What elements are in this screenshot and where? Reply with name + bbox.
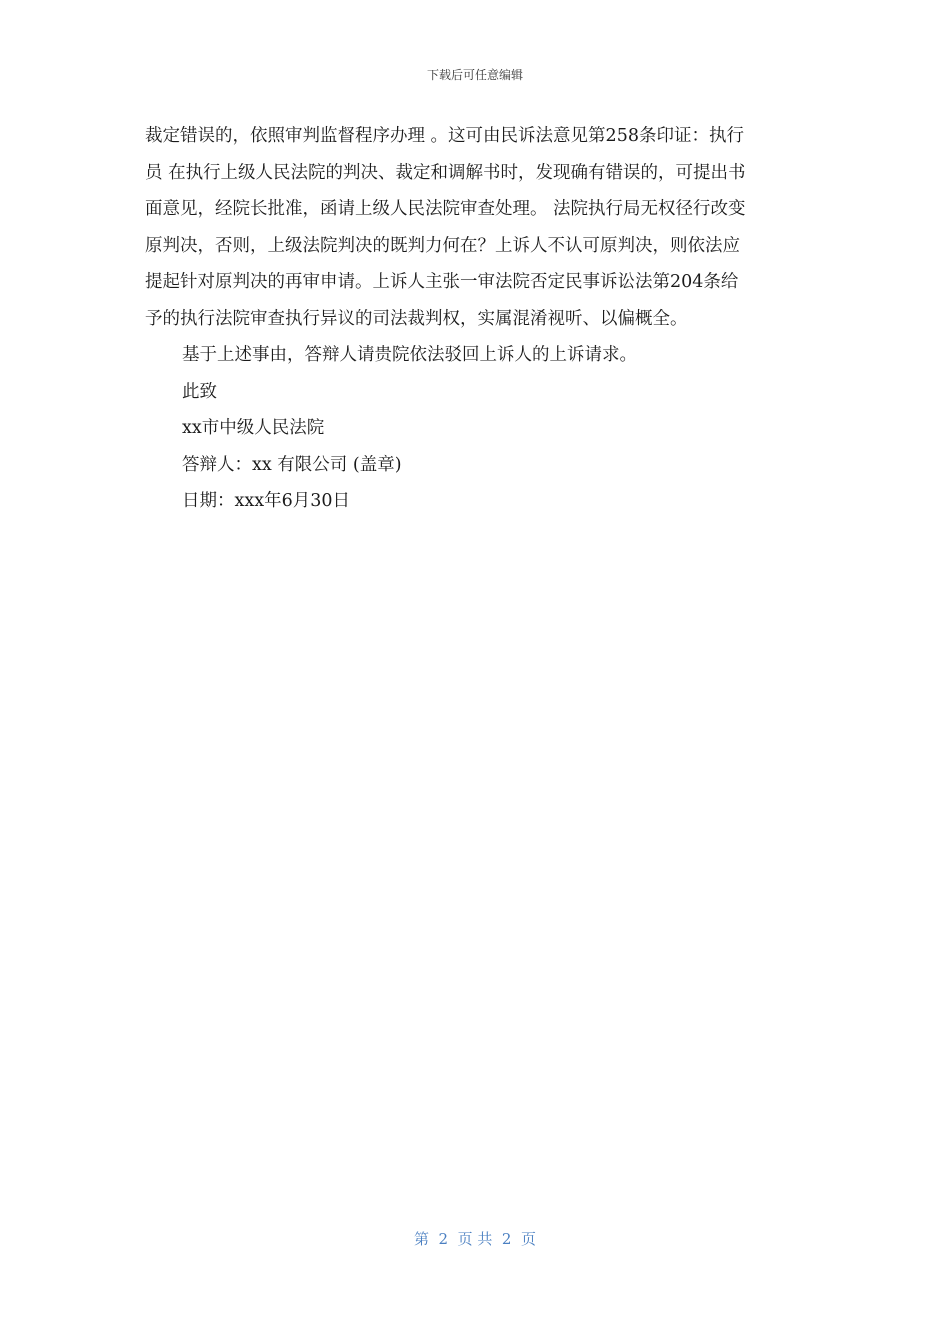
header-note: 下载后可任意编辑	[426, 68, 523, 82]
paragraph-line: 予的执行法院审查执行异议的司法裁判权，实属混淆视听、以偏概全。	[145, 308, 688, 329]
respondent-signature: 答辩人：xx 有限公司 (盖章)	[182, 454, 402, 475]
closing-section	[145, 337, 807, 520]
paragraph-line: 提起针对原判决的再审申请。上诉人主张一审法院否定民事诉讼法第204条给	[145, 272, 739, 292]
document-date: 日期：xxx年6月30日	[182, 491, 351, 511]
argument-paragraph	[145, 118, 807, 337]
page-footer	[0, 1228, 950, 1249]
paragraph-line: 裁定错误的，依照审判监督程序办理 。这可由民诉法意见第258条印证：执行	[145, 126, 744, 146]
paragraph-line: 面意见，经院长批准，函请上级人民法院审查处理。 法院执行局无权径行改变	[145, 199, 746, 219]
page-indicator: 第 2 页 共 2 页	[414, 1230, 536, 1248]
paragraph-line: 员 在执行上级人民法院的判决、裁定和调解书时，发现确有错误的，可提出书	[145, 162, 746, 183]
conclusion-text: 基于上述事由，答辩人请贵院依法驳回上诉人的上诉请求。	[182, 345, 637, 365]
paragraph-line: 原判决，否则，上级法院判决的既判力何在？上诉人不认可原判决，则依法应	[145, 235, 740, 256]
salutation-text: 此致	[182, 381, 217, 402]
court-name: xx市中级人民法院	[182, 418, 325, 438]
document-body	[145, 118, 807, 520]
